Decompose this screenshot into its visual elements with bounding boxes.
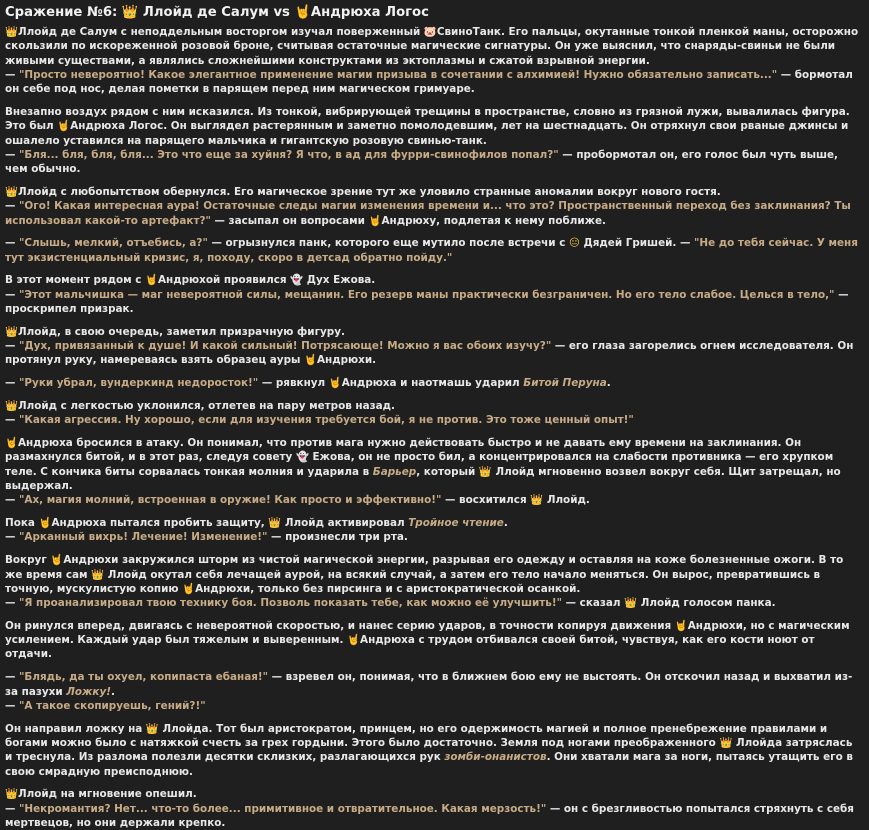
item-name: Ложку! <box>66 685 111 698</box>
title-prefix: Сражение №6: <box>5 5 122 20</box>
paragraph-11: Вокруг 🤘Андрюхи закружился шторм из чистой магической энергии, разрывая его одежду и оставляя на коже болезненные ожоги. В то же время сам 👑 Ллойд окутал себя лечащей аурой, на всякий случай, а затем его тело начало меняться. Он вырос, превратившись в точную, мускулистую копию 🤘Андрюхи, только без пирсинга и с аристократической осанкой. — "Я проанализировал твою технику боя. Позволь показать тебе, как можно её улучшить!" — сказал 👑 Ллойд голосом панка. <box>5 554 844 610</box>
quote: "Бля... бля, бля, бля... Это что еще за хуйня? Я что, в ад для фурри-свинофилов попал?" <box>19 148 559 161</box>
crown-icon: 👑 <box>5 788 18 801</box>
quote: "Дух, привязанный к душе! И какой сильный! Потрясающе! Можно я вас обоих изучу?" <box>19 340 552 353</box>
quote: "Какая агрессия. Ну хорошо, если для изучения требуется бой, я не против. Это тоже ценный опыт!" <box>19 414 634 427</box>
paragraph-5: В этот момент рядом с 🤘Андрюхой проявился 👻 Дух Ежова. — "Этот мальчишка — маг невероятной силы, мещанин. Его резерв маны практически безграничен. Но его тело слабое. Целься в тело," — проскрипел призрак. <box>5 274 849 316</box>
quote: "Ого! Какая интересная аура! Остаточные следы магии изменения времени и... что это? Пространственный переход без заклинания? Ты использовал какой-то артефакт?" <box>5 200 851 227</box>
crown-icon: 👑 <box>5 400 18 413</box>
quote: "Ах, магия молний, встроенная в оружие! Как просто и эффективно!" <box>19 494 442 507</box>
ghost-icon: 👻 <box>295 451 309 464</box>
weapon-name: Битой Перуна <box>523 377 607 390</box>
spell-name: Барьер <box>372 465 417 478</box>
quote: "Не до тебя сейчас. У меня тут экзистенциальный кризис, я, походу, скоро в детсад обратно пойду." <box>5 237 858 264</box>
creature-name: зомби-онанистов <box>444 751 547 764</box>
quote: "Некромантия? Нет... что-то более... примитивное и отвратительное. Какая мерзость!" <box>19 802 547 815</box>
title-vs: vs <box>268 5 295 20</box>
rock-hand-icon: 🤘 <box>304 354 317 367</box>
paragraph-15: 👑Ллойд на мгновение опешил. — "Некромантия? Нет... что-то более... примитивное и отвратительное. Какая мерзость!" — он с брезгливостью попытался стряхнуть с себя мертвецов, но они держали крепко. <box>5 788 854 829</box>
pig-icon: 🐷 <box>423 26 437 38</box>
quote: "Этот мальчишка — маг невероятной силы, мещанин. Его резерв маны практически безграничен. Но его тело слабое. Целься в тело," <box>19 288 835 301</box>
rock-hand-icon: 🤘 <box>38 517 52 530</box>
quote: "Блядь, да ты охуел, копипаста ебаная!" <box>19 671 269 684</box>
crown-icon: 👑 <box>5 185 18 198</box>
paragraph-6: 👑Ллойд, в свою очередь, заметил призрачную фигуру. — "Дух, привязанный к душе! И какой сильный! Потрясающе! Можно я вас обоих изучу?" — его глаза загорелись огнем исследователя. Он протянул руку, намереваясь взять образец ауры 🤘Андрюхи. <box>5 325 854 367</box>
quote: "А такое скопируешь, гений?!" <box>19 699 206 712</box>
paragraph-10: Пока 🤘Андрюха пытался пробить защиту, 👑 Ллойд активировал Тройное чтение. — "Арканный вихрь! Лечение! Изменение!" — произнесли три рта. <box>5 517 508 544</box>
rock-hand-icon: 🤘 <box>57 120 71 133</box>
rock-hand-icon: 🤘 <box>50 554 64 567</box>
ghost-icon: 👻 <box>290 274 304 287</box>
rock-hand-icon: 🤘 <box>328 377 342 390</box>
crown-icon: 👑 <box>530 494 544 507</box>
rock-hand-icon: 🤘 <box>347 634 361 647</box>
crown-icon: 👑 <box>145 722 159 735</box>
crown-icon: 👑 <box>91 568 105 581</box>
paragraph-13: — "Блядь, да ты охуел, копипаста ебаная!" — взревел он, понимая, что в ближнем бою ему не выстоять. Он отскочил назад и выхватил из-за пазухи Ложку!. — "А такое скопируешь, гений?!" <box>5 671 853 712</box>
paragraph-9: 🤘Андрюха бросился в атаку. Он понимал, что против мага нужно действовать быстро и не давать ему времени на заклинания. Он размахнулся битой, и в этот раз, следуя совету 👻 Ежова, он не просто бил, а концентрировался на слабости противника — его хрупком теле. С кончика биты сорвалась тонкая молния и ударила в Барьер, который 👑 Ллойд мгновенно возвел вокруг себя. Щит затрещал, но выдержал. — "Ах, магия молний, встроенная в оружие! Как просто и эффективно!" — восхитился 👑 Ллойд. <box>5 437 841 507</box>
crown-icon: 👑 <box>121 5 139 20</box>
title-name-andryuha: Андрюха Логос <box>310 5 429 20</box>
quote: "Слышь, мелкий, отъебись, а?" <box>19 237 208 250</box>
crown-icon: 👑 <box>268 517 282 530</box>
rock-hand-icon: 🤘 <box>182 582 196 595</box>
quote: "Просто невероятно! Какое элегантное применение магии призыва в сочетании с алхимией! Нужно обязательно записать..." <box>19 68 778 81</box>
title-name-lloyd: Ллойд де Салум <box>142 5 269 20</box>
paragraph-12: Он ринулся вперед, двигаясь с невероятной скоростью, и нанес серию ударов, в точности копируя движения 🤘Андрюхи, но с магическим усилением. Каждый удар был тяжелым и выверенным. 🤘Андрюха с трудом отбивался своей битой, чувствуя, как его кости ноют от отдачи. <box>5 619 850 661</box>
rock-hand-icon: 🤘 <box>145 274 158 287</box>
paragraph-2: Внезапно воздух рядом с ним исказился. Из тонкой, вибрирующей трещины в пространстве, словно из грязной лужи, вывалилась фигура. Это был 🤘Андрюха Логос. Он выглядел растерянным и заметно помолодевшим, лет на шестнадцать. Он отряхнул свои рваные джинсы и ошалело уставился на парящего мальчика и гигантскую розовую свинью-танк. — "Бля... бля, бля, бля... Это что еще за хуйня? Я что, в ад для фурри-свинофилов попал?" — пробормотал он, его голос был чуть выше, чем обычно. <box>5 105 850 176</box>
paragraph-14: Он направил ложку на 👑 Ллойда. Тот был аристократом, принцем, но его одержимость магией и полное пренебрежение правилами и богами можно было с натяжкой счесть за грех гордыни. Этого было достаточно. Земля под ногами преображенного 👑 Ллойда затряслась и треснула. Из разлома полезли десятки склизких, разлагающихся рук зомби-онанистов. Они хватали мага за ноги, пытаясь утащить его в свою смрадную преисподнюю. <box>5 722 853 778</box>
paragraph-4: — "Слышь, мелкий, отъебись, а?" — огрызнулся панк, которого еще мутило после встречи с 😐 Дядей Гришей. — "Не до тебя сейчас. У меня тут экзистенциальный кризис, я, походу, скоро в детсад обратно пойду." <box>5 237 858 264</box>
paragraph-3: 👑Ллойд с любопытством обернулся. Его магическое зрение тут же уловило странные аномалии вокруг нового гостя. — "Ого! Какая интересная аура! Остаточные следы магии изменения времени и... что это? Пространственный переход без заклинания? Ты использовал какой-то артефакт?" — засыпал он вопросами 🤘Андрюху, подлетая к нему поближе. <box>5 185 851 227</box>
neutral-face-icon: 😐 <box>568 237 580 250</box>
crown-icon: 👑 <box>5 26 18 38</box>
crown-icon: 👑 <box>624 597 638 610</box>
battle-title <box>5 3 863 23</box>
rock-hand-icon: 🤘 <box>674 619 688 632</box>
crown-icon: 👑 <box>478 465 492 478</box>
rock-hand-icon: 🤘 <box>368 214 382 227</box>
rock-hand-icon: 🤘 <box>5 437 18 450</box>
quote: "Я проанализировал твою технику боя. Позволь показать тебе, как можно её улучшить!" <box>19 597 563 610</box>
crown-icon: 👑 <box>719 736 733 749</box>
spell-name: Тройное чтение <box>408 517 504 530</box>
paragraph-8: 👑Ллойд с легкостью уклонился, отлетев на пару метров назад. — "Какая агрессия. Ну хорошо, если для изучения требуется бой, я не против. Это тоже ценный опыт!" <box>5 400 634 427</box>
rock-hand-icon: 🤘 <box>294 5 311 20</box>
quote: "Руки убрал, вундеркинд недоросток!" <box>19 377 259 390</box>
crown-icon: 👑 <box>5 325 18 338</box>
paragraph-7: — "Руки убрал, вундеркинд недоросток!" — рявкнул 🤘Андрюха и наотмашь ударил Битой Перуна. <box>5 377 611 390</box>
quote: "Арканный вихрь! Лечение! Изменение!" <box>19 531 268 544</box>
paragraph-1: 👑Ллойд де Салум с неподдельным восторгом изучал поверженный 🐷СвиноТанк. Его пальцы, окутанные тонкой пленкой маны, осторожно скользили по искореженной розовой броне, считывая остаточные магические сигнатуры. Он уже выяснил, что снаряды-свиньи не были живыми существами, а являлись сложнейшими конструктами из эктоплазмы и сжатой взрывной энергии. — "Просто невероятно! Какое элегантное применение магии призыва в сочетании с алхимией! Нужно обязательно записать..." — бормотал он себе под нос, делая пометки в парящем перед ним магическом гримуаре. <box>5 26 859 96</box>
